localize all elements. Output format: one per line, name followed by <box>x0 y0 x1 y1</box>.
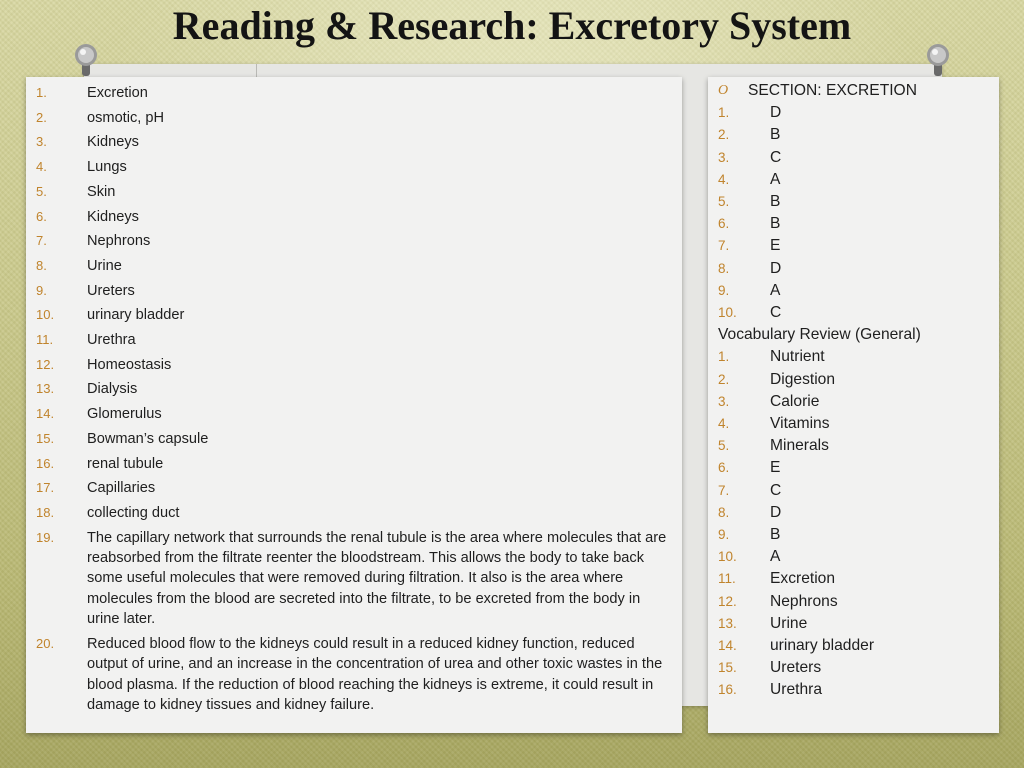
section-heading-row <box>718 80 994 102</box>
list-number: 20. <box>36 635 55 651</box>
list-item <box>36 454 676 474</box>
list-text: Digestion <box>770 370 836 388</box>
vocab-heading: Vocabulary Review (General) <box>718 326 921 344</box>
list-item <box>36 634 676 716</box>
list-number: 6. <box>718 216 730 232</box>
right-answer-list <box>718 80 994 702</box>
slide-title: Reading & Research: Excretory System <box>172 3 852 48</box>
list-item <box>36 83 676 103</box>
list-text: B <box>770 526 781 544</box>
list-number: 7. <box>718 238 730 254</box>
pushpin-icon <box>924 42 952 78</box>
list-text: Excretion <box>770 570 836 588</box>
list-item <box>718 280 994 302</box>
list-number: 8. <box>36 257 47 273</box>
list-item <box>718 502 994 524</box>
list-text: Homeostasis <box>87 356 172 373</box>
list-text: Dialysis <box>87 381 138 398</box>
list-item <box>36 355 676 375</box>
list-number: 7. <box>718 482 730 498</box>
list-text: E <box>770 459 781 477</box>
list-item <box>718 568 994 590</box>
list-number: 1. <box>718 349 730 365</box>
list-text: Capillaries <box>87 480 156 497</box>
list-number: 5. <box>718 194 730 210</box>
list-item <box>718 435 994 457</box>
list-number: 14. <box>36 406 55 422</box>
list-item <box>718 169 994 191</box>
list-text: C <box>770 481 782 499</box>
list-item <box>36 330 676 350</box>
list-number: 4. <box>718 416 730 432</box>
list-item <box>718 191 994 213</box>
list-number: 17. <box>36 480 55 496</box>
list-text: C <box>770 148 782 166</box>
list-text: Ureters <box>87 282 135 299</box>
list-text: Urethra <box>87 332 136 349</box>
list-text: Minerals <box>770 437 829 455</box>
list-text: A <box>770 170 781 188</box>
list-item <box>718 346 994 368</box>
list-item <box>718 302 994 324</box>
list-item <box>718 258 994 280</box>
list-number: 13. <box>718 615 737 631</box>
list-text: urinary bladder <box>87 307 185 324</box>
list-number: 1. <box>36 85 47 100</box>
list-item <box>718 391 994 413</box>
list-number: 5. <box>36 183 47 199</box>
list-item <box>36 404 676 424</box>
list-text: Excretion <box>87 85 148 101</box>
list-number: 9. <box>718 527 730 543</box>
list-number: 2. <box>36 109 47 125</box>
list-item <box>718 635 994 657</box>
list-number: 9. <box>36 282 47 298</box>
list-text: B <box>770 215 781 233</box>
list-text: Vitamins <box>770 415 830 433</box>
list-number: 4. <box>718 171 730 187</box>
list-number: 15. <box>718 660 737 676</box>
list-number: 5. <box>718 438 730 454</box>
section-heading: SECTION: EXCRETION <box>748 82 917 99</box>
list-item <box>718 369 994 391</box>
list-text: The capillary network that surrounds the renal tubule is the area where molecules that are reabsorbed from the filtrate reenter the bloodstream. This allows the body to take back some useful molecules that were removed during filtration. It also is the area where molecules from the blood are secreted into the filtrate, to be excreted from the body in urine later. <box>87 529 667 628</box>
list-number: 15. <box>36 430 55 446</box>
pushpin-icon <box>72 42 100 78</box>
list-item <box>36 503 676 523</box>
list-number: 16. <box>36 455 55 471</box>
list-item <box>718 457 994 479</box>
list-number: 12. <box>36 356 55 372</box>
list-text: osmotic, pH <box>87 109 165 126</box>
list-number: 4. <box>36 159 47 175</box>
list-text: Kidneys <box>87 134 139 151</box>
list-text: Bowman’s capsule <box>87 430 209 447</box>
board-divider <box>256 64 257 78</box>
list-number: 8. <box>718 504 730 520</box>
list-item <box>718 524 994 546</box>
list-item <box>36 231 676 251</box>
list-item <box>718 546 994 568</box>
list-number: 1. <box>718 105 730 121</box>
list-number: 14. <box>718 638 737 654</box>
list-text: Urine <box>87 257 122 274</box>
list-item <box>36 281 676 301</box>
list-text: E <box>770 237 781 255</box>
list-number: 18. <box>36 504 55 520</box>
list-item <box>36 256 676 276</box>
bullet-icon: O <box>718 83 729 98</box>
list-text: D <box>770 503 782 521</box>
list-item <box>36 305 676 325</box>
list-text: Skin <box>87 183 116 200</box>
list-text: A <box>770 281 781 299</box>
list-number: 6. <box>36 208 47 224</box>
list-text: Nutrient <box>770 348 825 366</box>
list-number: 13. <box>36 381 55 397</box>
list-item <box>36 108 676 128</box>
list-text: Urethra <box>770 681 822 699</box>
list-number: 3. <box>718 393 730 409</box>
list-text: B <box>770 126 781 144</box>
list-item <box>36 207 676 227</box>
list-text: D <box>770 259 782 277</box>
list-number: 2. <box>718 127 730 143</box>
list-text: D <box>770 104 782 122</box>
list-item <box>718 613 994 635</box>
list-text: Nephrons <box>770 592 838 610</box>
list-item <box>36 478 676 498</box>
list-item <box>36 379 676 399</box>
list-item <box>36 157 676 177</box>
list-item <box>36 182 676 202</box>
list-item <box>36 429 676 449</box>
list-number: 3. <box>718 149 730 165</box>
answers-panel-left <box>26 77 682 733</box>
list-number: 10. <box>718 549 737 565</box>
list-text: Reduced blood flow to the kidneys could result in a reduced kidney function, reduced output of urine, and an increase in the concentration of urea and other toxic wastes in the blood plasma. If the reduction of blood reaching the kidneys is extreme, it could result in damage to kidney tissues and kidney failure. <box>87 635 663 714</box>
list-item <box>718 124 994 146</box>
list-number: 12. <box>718 593 737 609</box>
list-text: A <box>770 548 781 566</box>
list-text: Kidneys <box>87 208 139 225</box>
list-text: Lungs <box>87 159 127 176</box>
list-text: collecting duct <box>87 504 180 521</box>
list-number: 2. <box>718 371 730 387</box>
list-number: 7. <box>36 233 47 249</box>
list-number: 19. <box>36 529 55 545</box>
list-number: 10. <box>36 307 55 323</box>
list-item <box>718 413 994 435</box>
list-text: Nephrons <box>87 233 151 250</box>
list-item <box>718 679 994 701</box>
list-item <box>718 213 994 235</box>
list-text: renal tubule <box>87 455 164 472</box>
list-item <box>718 235 994 257</box>
list-number: 8. <box>718 260 730 276</box>
list-item <box>36 528 676 630</box>
list-item <box>718 147 994 169</box>
list-item <box>718 480 994 502</box>
list-text: Glomerulus <box>87 406 162 423</box>
list-text: Urine <box>770 614 808 632</box>
list-text: urinary bladder <box>770 637 875 655</box>
list-item <box>36 132 676 152</box>
list-text: Ureters <box>770 659 822 677</box>
list-number: 16. <box>718 682 737 698</box>
list-number: 6. <box>718 460 730 476</box>
list-number: 10. <box>718 305 737 321</box>
list-text: B <box>770 193 781 211</box>
answer-list <box>36 83 676 720</box>
list-item <box>718 657 994 679</box>
list-text: Calorie <box>770 392 820 410</box>
list-item <box>718 102 994 124</box>
list-number: 11. <box>718 571 736 587</box>
list-number: 11. <box>36 332 54 348</box>
list-number: 9. <box>718 282 730 298</box>
list-item <box>718 591 994 613</box>
list-text: C <box>770 304 782 322</box>
list-number: 3. <box>36 134 47 150</box>
answers-panel-right <box>708 77 999 733</box>
